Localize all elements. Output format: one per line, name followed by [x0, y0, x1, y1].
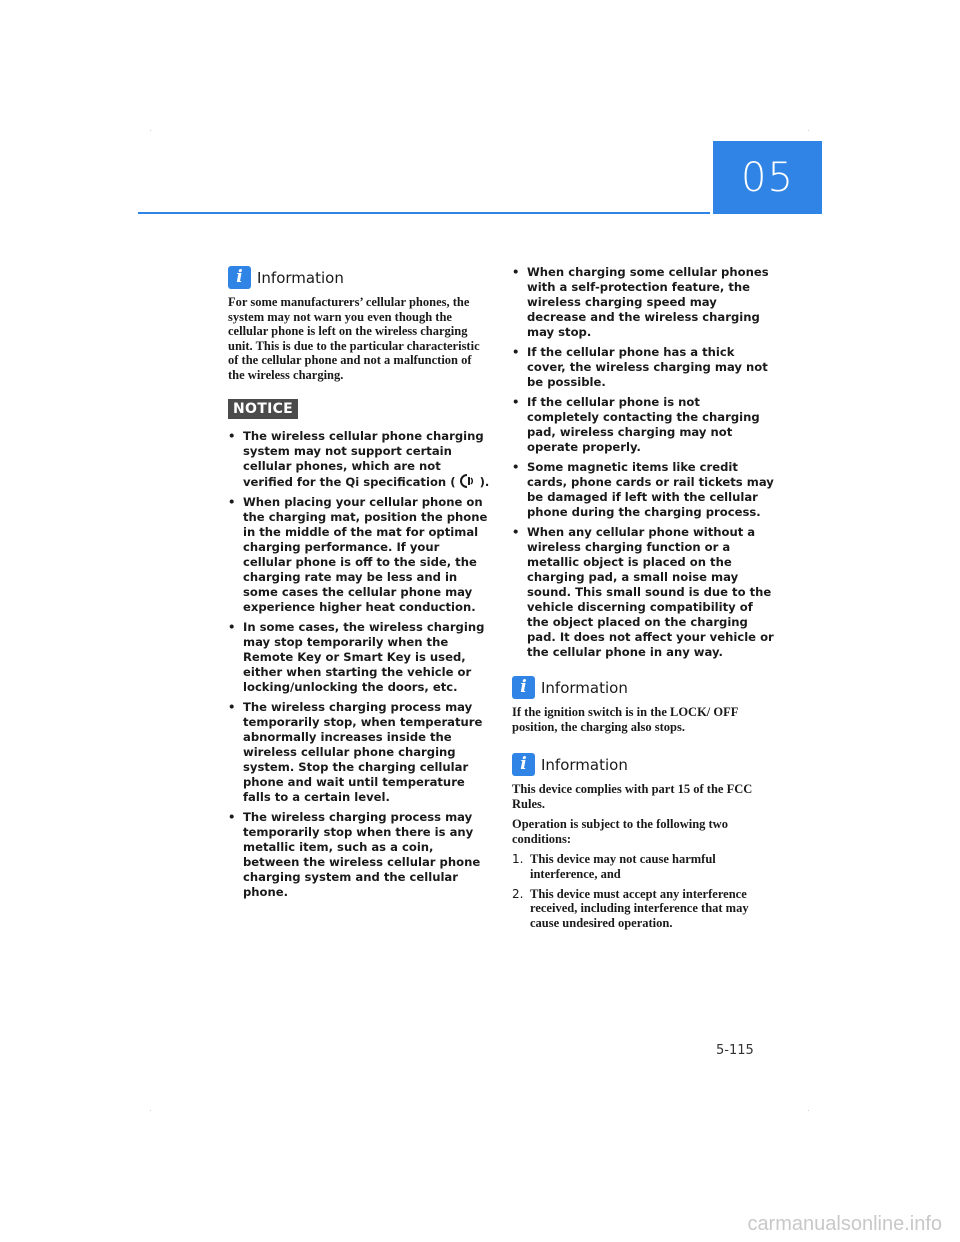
chapter-tab	[713, 141, 822, 214]
info-title: Information	[541, 755, 628, 774]
list-item-text: When any cellular phone without a wireless charging function or a metallic object is placed on the charging pad, a small noise may sound. This small sound is due to the vehicle discerning compatibility of the object placed on the charging pad. It does not affect your vehicle or the cellular phone in any way.	[527, 525, 774, 659]
info-icon: i	[512, 753, 535, 776]
info-box-3	[512, 753, 774, 935]
list-item: • If the cellular phone has a thick cover, the wireless charging may not be possible.	[512, 345, 768, 389]
page-number: 5-115	[716, 1043, 754, 1058]
list-item-text-after: ).	[479, 475, 490, 489]
list-item: • When any cellular phone without a wireless charging function or a metallic object is placed on the charging pad, a small noise may sound. This small sound is due to the vehicle discerning compatibility of the object placed on the charging pad. It does not affect your vehicle or the cellular phone in any way.	[512, 525, 774, 659]
watermark: carmanualsonline.info	[747, 1213, 942, 1235]
crop-mark	[150, 1110, 151, 1111]
list-item-text: If the cellular phone is not completely contacting the charging pad, wireless charging may not operate properly.	[527, 395, 760, 454]
crop-mark	[808, 130, 809, 131]
info-title: Information	[541, 678, 628, 697]
list-item: • When charging some cellular phones with a self-protection feature, the wireless charging speed may decrease and the wireless charging may stop.	[512, 265, 769, 339]
list-item: • If the cellular phone is not completely contacting the charging pad, wireless charging may not operate properly.	[512, 395, 760, 454]
list-item-text-before: The wireless cellular phone charging system may not support certain cellular phones, which are not verified for the Qi specification (	[243, 429, 484, 489]
list-item-text: The wireless charging process may temporarily stop, when temperature abnormally increases inside the wireless cellular phone charging system. Stop the charging cellular phone and wait until temperature falls to a certain level.	[243, 700, 483, 804]
info-title: Information	[257, 268, 344, 287]
list-item: • In some cases, the wireless charging may stop temporarily when the Remote Key or Smart Key is used, either when starting the vehicle or locking/unlocking the doors, etc.	[228, 620, 485, 694]
info-box-2	[512, 676, 774, 734]
list-item	[512, 887, 774, 931]
list-item-text: When charging some cellular phones with a self-protection feature, the wireless charging speed may decrease and the wireless charging may stop.	[527, 265, 769, 339]
info-heading	[512, 753, 774, 776]
conditions-list	[512, 852, 774, 930]
list-item	[512, 852, 774, 881]
crop-mark	[150, 130, 151, 131]
notice-list-continued	[512, 265, 774, 665]
list-item-text: When placing your cellular phone on the charging mat, position the phone in the middle of the mat for optimal charging performance. If your cellular phone is off to the side, the charging rate may be less and in some cases the cellular phone may experience higher heat conduction.	[243, 495, 488, 614]
list-item: • Some magnetic items like credit cards, phone cards or rail tickets may be damaged if left with the cellular phone during the charging process.	[512, 460, 774, 519]
info-text: This device complies with part 15 of the FCC Rules.	[512, 782, 753, 811]
list-item-text: The wireless charging process may temporarily stop when there is any metallic item, such as a coin, between the wireless cellular phone charging system and the cellular phone.	[243, 810, 481, 899]
chapter-number: 05	[741, 154, 794, 201]
list-item: • The wireless charging process may temporarily stop, when temperature abnormally increases inside the wireless cellular phone charging system. Stop the charging cellular phone and wait until temperature falls to a certain level.	[228, 700, 483, 804]
info-icon: i	[228, 266, 251, 289]
list-item: • The wireless charging process may temporarily stop when there is any metallic item, such as a coin, between the wireless cellular phone charging system and the cellular phone.	[228, 810, 481, 899]
list-item-text: In some cases, the wireless charging may stop temporarily when the Remote Key or Smart Key is used, either when starting the vehicle or locking/unlocking the doors, etc.	[243, 620, 485, 694]
list-item-text: This device may not cause harmful interference, and	[530, 852, 716, 881]
list-item-number: 1.	[512, 852, 524, 867]
notice-badge: NOTICE	[228, 399, 298, 419]
info-box-1	[228, 266, 490, 383]
info-text: Operation is subject to the following two conditions:	[512, 817, 728, 846]
info-heading	[512, 676, 774, 699]
list-item-text: If the cellular phone has a thick cover, the wireless charging may not be possible.	[527, 345, 768, 389]
info-heading	[228, 266, 490, 289]
list-item: • The wireless cellular phone charging system may not support certain cellular phones, which are not verified for the Qi specification ( ).	[228, 429, 490, 489]
header-rule	[138, 212, 710, 214]
notice-section	[228, 398, 490, 905]
info-icon: i	[512, 676, 535, 699]
qi-wireless-icon	[460, 474, 476, 488]
list-item: • When placing your cellular phone on the charging mat, position the phone in the middle of the mat for optimal charging performance. If your cellular phone is off to the side, the charging rate may be less and in some cases the cellular phone may experience higher heat conduction.	[228, 495, 488, 614]
list-item-text: This device must accept any interference received, including interference that may cause undesired operation.	[530, 886, 749, 930]
list-item-number: 2.	[512, 886, 524, 901]
info-text: For some manufacturers’ cellular phones, the system may not warn you even though the cellular phone is left on the wireless charging unit. This is due to the particular characteristic of the cellular phone and not a malfunction of the wireless charging.	[228, 295, 480, 382]
notice-list	[228, 429, 490, 900]
crop-mark	[808, 1110, 809, 1111]
list-item-text: Some magnetic items like credit cards, phone cards or rail tickets may be damaged if left with the cellular phone during the charging process.	[527, 460, 774, 519]
info-text: If the ignition switch is in the LOCK/ OFF position, the charging also stops.	[512, 705, 738, 734]
